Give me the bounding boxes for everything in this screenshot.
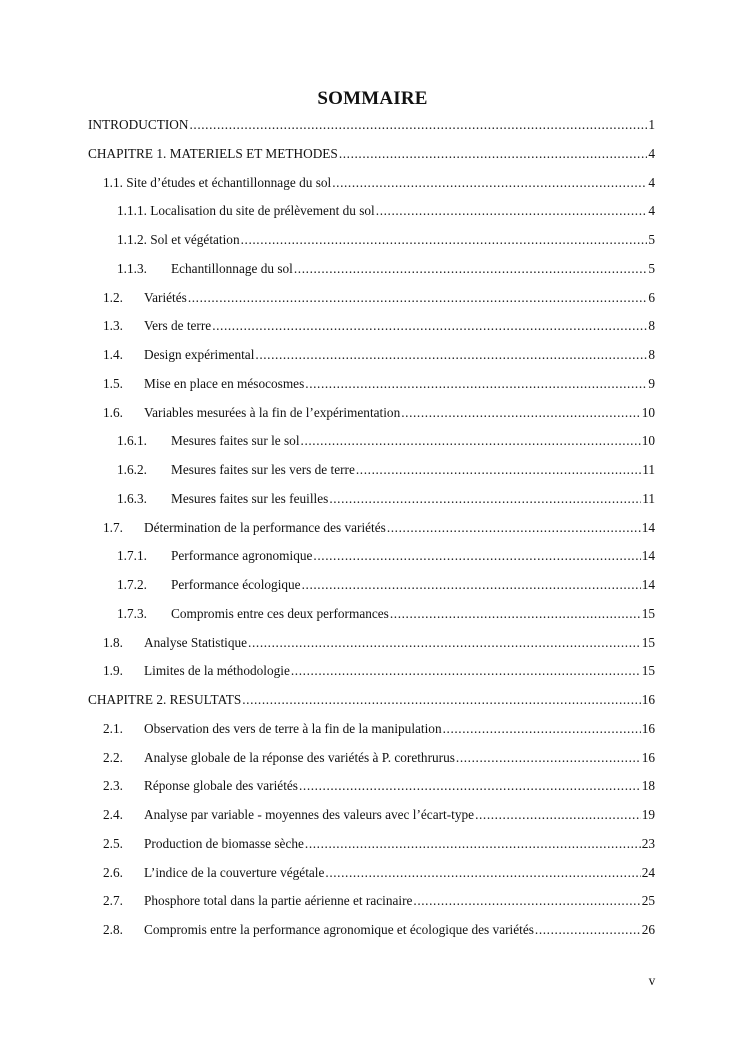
dot-leader (291, 661, 641, 681)
toc-entry-number: 1.6.2. (117, 462, 147, 477)
toc-entry-number: 2.5. (103, 835, 123, 851)
toc-entry[interactable] (103, 891, 655, 911)
toc-entry-label: Mise en place en mésocosmes (144, 375, 305, 391)
toc-entry[interactable] (103, 518, 655, 538)
toc-entry-page: 15 (641, 663, 655, 679)
toc-entry-label: 1.1.1. Localisation du site de prélèvement du sol (117, 203, 375, 219)
toc-entry-number: 2.1. (103, 720, 123, 736)
toc-entry-label: Variétés (144, 289, 187, 305)
toc-entry-page: 9 (648, 375, 655, 391)
dot-leader (332, 173, 647, 193)
dot-leader (242, 690, 640, 710)
dot-leader (390, 604, 641, 624)
toc-entry-label: Production de biomasse sèche (144, 835, 304, 851)
toc-entry-page: 15 (641, 605, 655, 621)
toc-entry-label: Mesures faites sur les feuilles (171, 490, 329, 506)
toc-entry-label: CHAPITRE 2. RESULTATS (88, 692, 242, 707)
toc-entry-page: 14 (641, 577, 655, 592)
toc-entry-label: Compromis entre ces deux performances (171, 605, 389, 621)
toc-entry-page: 24 (641, 864, 655, 880)
toc-entry-page: 19 (641, 807, 655, 822)
toc-entry-page: 4 (648, 203, 655, 219)
toc-entry-page: 4 (648, 174, 655, 190)
toc-entry[interactable] (117, 575, 655, 595)
dot-leader (387, 518, 641, 538)
toc-entry-number: 1.6.3. (117, 490, 147, 506)
toc-entry-page: 14 (641, 519, 655, 535)
toc-entry-number: 1.3. (103, 318, 123, 334)
toc-entry-label: CHAPITRE 1. MATERIELS ET METHODES (88, 145, 338, 161)
page-number: v (648, 973, 656, 988)
toc-entry-label: 1.1. Site d’études et échantillonnage du sol (103, 174, 332, 190)
toc-entry[interactable] (103, 805, 655, 825)
toc-entry-page: 1 (648, 117, 655, 132)
toc-entry-label: Variables mesurées à la fin de l’expérimentation (144, 404, 401, 420)
toc-entry[interactable] (103, 345, 655, 365)
toc-entry-label: Observation des vers de terre à la fin de la manipulation (144, 720, 442, 736)
toc-entry[interactable] (117, 431, 655, 451)
dot-leader (329, 489, 641, 509)
toc-entry[interactable] (103, 719, 655, 739)
toc-entry[interactable] (103, 173, 655, 193)
toc-entry[interactable] (103, 834, 655, 854)
toc-entry-page: 5 (648, 232, 655, 247)
toc-entry-page: 25 (641, 893, 655, 909)
toc-entry[interactable] (88, 690, 655, 710)
toc-entry[interactable] (117, 259, 655, 279)
toc-entry[interactable] (103, 661, 655, 681)
toc-entry-number: 2.7. (103, 893, 123, 909)
dot-leader (443, 719, 641, 739)
toc-entry-number: 2.3. (103, 778, 123, 794)
dot-leader (189, 115, 647, 135)
dot-leader (188, 288, 648, 308)
dot-leader (313, 546, 640, 566)
toc-entry-page: 16 (641, 692, 655, 707)
dot-leader (305, 834, 641, 854)
toc-entry[interactable] (88, 144, 655, 164)
toc-entry[interactable] (117, 460, 655, 480)
toc-entry-label: Réponse globale des variétés (144, 778, 298, 794)
toc-entry-page: 14 (641, 548, 655, 564)
toc-entry-page: 8 (648, 347, 655, 362)
toc-entry-label: Phosphore total dans la partie aérienne et racinaire (144, 893, 413, 909)
dot-leader (413, 891, 640, 911)
toc-entry-label: 1.1.2. Sol et végétation (117, 232, 240, 247)
toc-entry-number: 1.7.2. (117, 577, 147, 592)
toc-entry[interactable] (88, 115, 655, 135)
toc-entry-label: Compromis entre la performance agronomique et écologique des variétés (144, 922, 534, 937)
dot-leader (301, 431, 641, 451)
dot-leader (299, 776, 641, 796)
dot-leader (241, 230, 648, 250)
toc-entry-label: Mesures faites sur les vers de terre (171, 462, 355, 477)
toc-entry-page: 10 (641, 404, 655, 420)
dot-leader (356, 460, 641, 480)
toc-entry-label: Analyse par variable - moyennes des valeurs avec l’écart-type (144, 807, 475, 822)
dot-leader (248, 633, 641, 653)
toc-entry[interactable] (117, 546, 655, 566)
toc-entry-number: 1.6. (103, 404, 123, 420)
dot-leader (302, 575, 641, 595)
toc-entry[interactable] (117, 489, 655, 509)
toc-entry-page: 18 (641, 778, 655, 794)
toc-entry[interactable] (117, 201, 655, 221)
toc-entry-number: 2.8. (103, 922, 123, 937)
toc-entry[interactable] (103, 403, 655, 423)
toc-entry-label: Détermination de la performance des variétés (144, 519, 386, 535)
dot-leader (401, 403, 640, 423)
toc-entry-label: Analyse globale de la réponse des variétés à P. corethrurus (144, 749, 455, 765)
toc-entry-page: 26 (641, 922, 655, 937)
toc-entry-number: 1.7.3. (117, 605, 147, 621)
toc-entry-number: 2.4. (103, 807, 123, 822)
toc-entry-page: 15 (641, 634, 655, 650)
toc-entry-page: 6 (648, 289, 655, 305)
toc-entry-page: 5 (648, 260, 655, 276)
toc-entry-number: 1.7. (103, 519, 123, 535)
toc-entry-label: Performance agronomique (171, 548, 313, 564)
toc-entry-label: Vers de terre (144, 318, 212, 334)
toc-entry-number: 2.6. (103, 864, 123, 880)
toc-entry[interactable] (103, 748, 655, 768)
toc-entry-page: 8 (648, 318, 655, 334)
dot-leader (325, 863, 640, 883)
dot-leader (475, 805, 641, 825)
toc-entry[interactable] (103, 776, 655, 796)
toc-entry-page: 11 (642, 462, 655, 477)
dot-leader (294, 259, 647, 279)
toc-entry-number: 1.4. (103, 347, 123, 362)
toc-entry-number: 1.5. (103, 375, 123, 391)
toc-entry-number: 1.7.1. (117, 548, 147, 564)
dot-leader (255, 345, 647, 365)
toc-entry-number: 1.1.3. (117, 260, 147, 276)
toc-entry[interactable] (117, 604, 655, 624)
toc-entry[interactable] (103, 920, 655, 940)
toc-entry-number: 1.9. (103, 663, 123, 679)
dot-leader (376, 201, 648, 221)
toc-entry-page: 16 (641, 749, 655, 765)
dot-leader (456, 748, 641, 768)
toc-entry-page: 4 (648, 145, 655, 161)
toc-entry-label: L’indice de la couverture végétale (144, 864, 325, 880)
dot-leader (305, 374, 647, 394)
toc-entry-label: Echantillonnage du sol (171, 260, 293, 276)
toc-entry-label: Limites de la méthodologie (144, 663, 290, 679)
toc-entry-number: 1.2. (103, 289, 123, 305)
toc-entry-page: 16 (641, 720, 655, 736)
toc-entry[interactable] (103, 374, 655, 394)
toc-entry-page: 10 (641, 433, 655, 449)
toc-entry-label: Design expérimental (144, 347, 255, 362)
dot-leader (212, 316, 647, 336)
toc-entry-page: 23 (641, 835, 655, 851)
toc-entry[interactable] (103, 288, 655, 308)
page-title: SOMMAIRE (317, 88, 428, 109)
dot-leader (535, 920, 641, 940)
toc-entry-page: 11 (642, 490, 655, 506)
toc-entry-number: 2.2. (103, 749, 123, 765)
toc-entry[interactable] (103, 316, 655, 336)
dot-leader (339, 144, 648, 164)
toc-entry[interactable] (103, 633, 655, 653)
toc-entry[interactable] (117, 230, 655, 250)
toc-entry[interactable] (103, 863, 655, 883)
toc-entry-label: INTRODUCTION (88, 117, 189, 132)
toc-entry-number: 1.8. (103, 634, 123, 650)
toc-entry-label: Performance écologique (171, 577, 301, 592)
toc-entry-label: Analyse Statistique (144, 634, 248, 650)
toc-entry-number: 1.6.1. (117, 433, 147, 449)
toc-entry-label: Mesures faites sur le sol (171, 433, 300, 449)
